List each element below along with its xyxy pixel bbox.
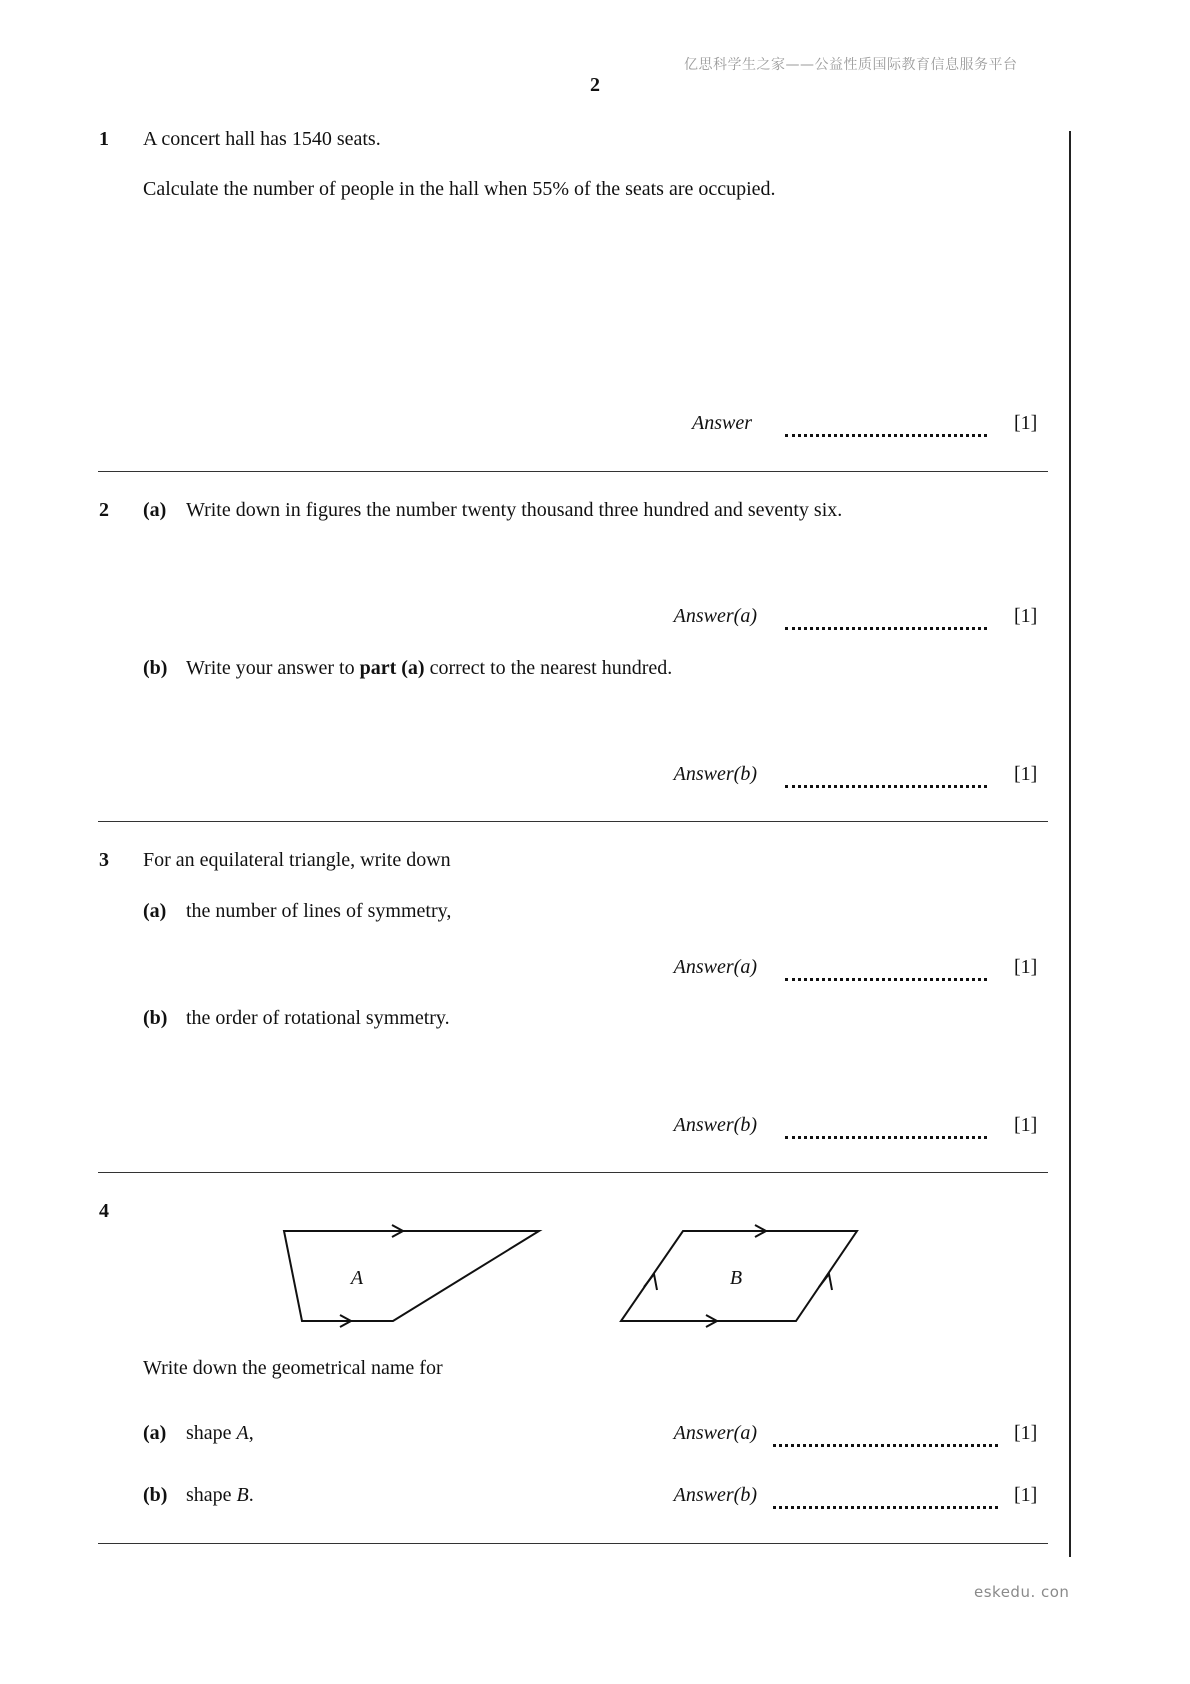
q4b-answer-line[interactable] — [773, 1506, 998, 1509]
parallel-arrow-left-b — [644, 1274, 657, 1290]
shape-a-label: A — [350, 1267, 364, 1289]
q3a-mark: [1] — [1014, 956, 1038, 978]
q2a-mark: [1] — [1014, 605, 1038, 627]
q4-intro: Write down the geometrical name for — [143, 1357, 443, 1379]
q3b-answer-label: Answer(b) — [673, 1114, 757, 1136]
q3a-text: the number of lines of symmetry, — [186, 900, 452, 922]
q4a-label: (a) — [143, 1422, 167, 1444]
q1-answer-label: Answer — [692, 412, 752, 434]
q2b-mark: [1] — [1014, 763, 1038, 785]
q2b-label: (b) — [143, 657, 168, 679]
q2b-text-post: correct to the nearest hundred. — [424, 657, 673, 679]
q4b-label: (b) — [143, 1484, 168, 1506]
header-site-name: 亿思科学生之家——公益性质国际教育信息服务平台 — [684, 57, 1018, 73]
q3b-label: (b) — [143, 1007, 168, 1029]
shape-a-trapezium — [284, 1225, 539, 1327]
q1-line1: A concert hall has 1540 seats. — [143, 128, 381, 150]
q3b-mark: [1] — [1014, 1114, 1038, 1136]
q3-number: 3 — [99, 849, 109, 871]
q4b-mark: [1] — [1014, 1484, 1038, 1506]
q1-line2: Calculate the number of people in the hall when 55% of the seats are occupied. — [143, 178, 776, 200]
q4a-answer-label: Answer(a) — [673, 1422, 757, 1444]
q4a-text — [186, 1422, 254, 1445]
q3-intro: For an equilateral triangle, write down — [143, 849, 451, 871]
q4b-text-var: B — [236, 1484, 249, 1506]
q4a-text-post: , — [248, 1422, 254, 1444]
q3a-answer-label: Answer(a) — [673, 956, 757, 978]
q3b-text: the order of rotational symmetry. — [186, 1007, 450, 1029]
divider-4 — [98, 1543, 1048, 1544]
q2-number: 2 — [99, 499, 109, 521]
q2b-text-pre: Write your answer to — [186, 657, 360, 679]
page-number: 2 — [590, 74, 600, 96]
q3a-label: (a) — [143, 900, 167, 922]
q1-number: 1 — [99, 128, 109, 150]
footer-site: eskedu. con — [974, 1583, 1070, 1601]
q4a-text-var: A — [236, 1422, 249, 1444]
q4a-answer-line[interactable] — [773, 1444, 998, 1447]
q4-number: 4 — [99, 1200, 109, 1222]
q2b-answer-label: Answer(b) — [673, 763, 757, 785]
q4b-answer-label: Answer(b) — [673, 1484, 757, 1506]
q2a-text: Write down in figures the number twenty thousand three hundred and seventy six. — [186, 499, 843, 521]
q2a-answer-label: Answer(a) — [673, 605, 757, 627]
q4a-mark: [1] — [1014, 1422, 1038, 1444]
shape-b-label: B — [729, 1267, 743, 1289]
q4b-text-post: . — [248, 1484, 254, 1506]
q4b-text-pre: shape — [186, 1484, 237, 1506]
q1-mark: [1] — [1014, 412, 1038, 434]
q4b-text — [186, 1484, 254, 1507]
q2a-label: (a) — [143, 499, 167, 521]
q4a-text-pre: shape — [186, 1422, 237, 1444]
q2b-text-bold: part (a) — [359, 657, 425, 679]
